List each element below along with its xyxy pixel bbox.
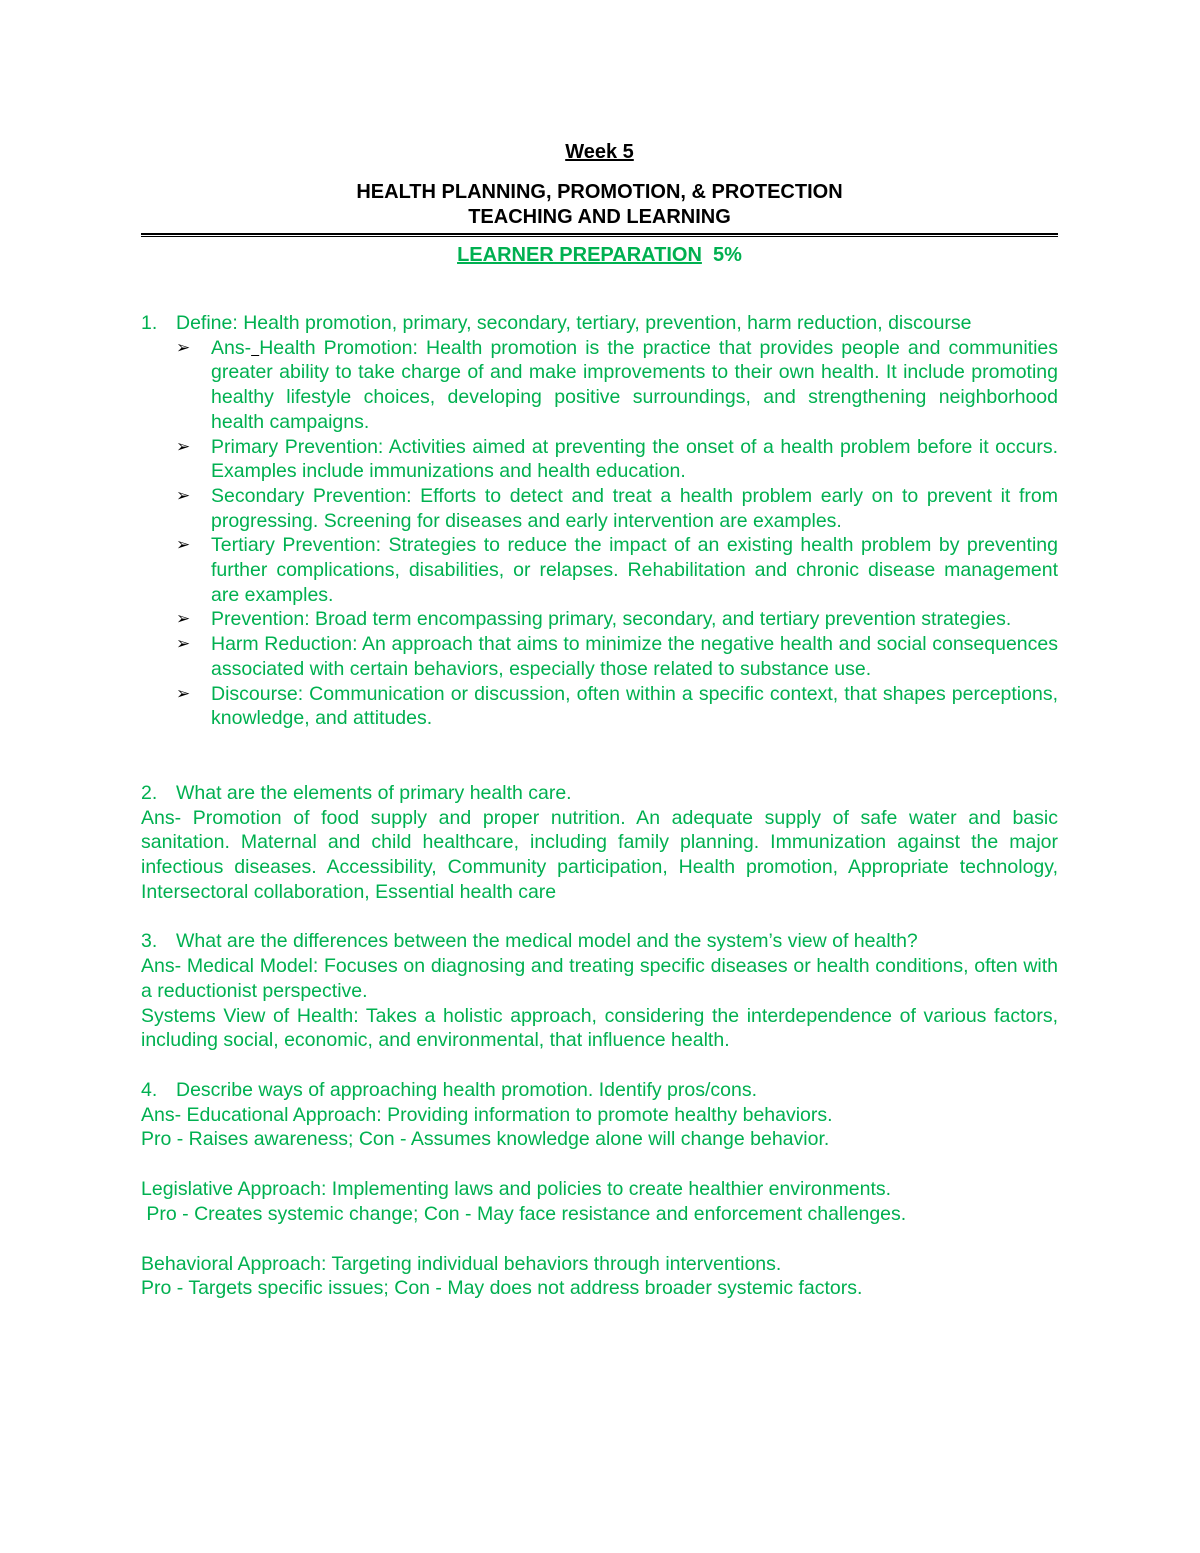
learner-preparation-heading — [141, 242, 1058, 268]
arrow-bullet-icon: ➢ — [176, 485, 191, 505]
question-number: 2. — [141, 781, 158, 804]
behavioral-pros-cons: Pro - Targets specific issues; Con - May does not address broader systemic factors. — [141, 1277, 863, 1300]
prep-weight: 5% — [713, 244, 742, 266]
week-heading: Week 5 — [565, 141, 634, 163]
answer-3-systems-view: Systems View of Health: Takes a holistic approach, considering the interdependence of various factors, including social, economic, and environmental, that influence health. — [141, 1004, 1058, 1052]
educational-approach: Ans- Educational Approach: Providing information to promote healthy behaviors. — [141, 1103, 833, 1126]
answer-prefix-gap — [251, 337, 259, 359]
question-number: 1. — [141, 312, 158, 334]
answer-2: Ans- Promotion of food supply and proper nutrition. An adequate supply of safe water and basic sanitation. Maternal and child healthcare, including family planning. Immunization against the major infectious diseases. Accessibility, Community participation, Health promotion, Appropriate technology, Intersectoral collaboration, Essential health care — [141, 806, 1058, 903]
question-number: 3. — [141, 930, 158, 953]
question-number: 4. — [141, 1078, 158, 1101]
answer-prefix: Ans- — [211, 336, 252, 359]
list-item-text: Health Promotion: Health promotion is the practice that provides people and communities greater ability to take charge of and make improvements to their own health. It include promoting healthy lifestyle choices, developing positive surroundings, and strengthening neighborhood health campaigns. — [211, 336, 1058, 433]
list-item-text: Harm Reduction: An approach that aims to minimize the negative health and social consequences associated with certain behaviors, especially those related to substance use. — [211, 633, 1058, 680]
question-1 — [141, 311, 1058, 336]
arrow-bullet-icon: ➢ — [176, 683, 191, 703]
list-item — [176, 484, 1058, 533]
title-line-2: TEACHING AND LEARNING — [468, 206, 731, 228]
list-item-text: Secondary Prevention: Efforts to detect and treat a health problem early on to prevent it from progressing. Screening for diseases and early intervention are examples. — [211, 484, 1058, 532]
legislative-pros-cons: Pro - Creates systemic change; Con - May face resistance and enforcement challenges. — [141, 1202, 907, 1225]
list-item — [176, 533, 1058, 607]
question-text: What are the elements of primary health care. — [176, 781, 572, 804]
question-text: Define: Health promotion, primary, secondary, tertiary, prevention, harm reduction, discourse — [176, 312, 972, 334]
list-item — [176, 435, 1058, 484]
list-item — [176, 336, 1058, 435]
list-item — [176, 682, 1058, 731]
arrow-bullet-icon: ➢ — [176, 436, 191, 456]
list-item-text: Primary Prevention: Activities aimed at preventing the onset of a health problem before it occurs. Examples include immunizations and health education. — [211, 435, 1058, 483]
question-text: Describe ways of approaching health promotion. Identify pros/cons. — [176, 1078, 757, 1101]
educational-pros-cons: Pro - Raises awareness; Con - Assumes knowledge alone will change behavior. — [141, 1128, 830, 1151]
prep-label: LEARNER PREPARATION — [457, 244, 702, 266]
question-4 — [141, 1078, 1058, 1103]
question-text: What are the differences between the medical model and the system’s view of health? — [176, 930, 918, 953]
list-item-text: Prevention: Broad term encompassing primary, secondary, and tertiary prevention strategies. — [211, 608, 1012, 631]
arrow-bullet-icon: ➢ — [176, 634, 191, 654]
header-divider — [141, 233, 1058, 237]
question-3 — [141, 929, 1058, 954]
question-2 — [141, 781, 1058, 806]
list-item — [176, 632, 1058, 681]
document-page — [141, 140, 1058, 1301]
arrow-bullet-icon: ➢ — [176, 609, 191, 629]
arrow-bullet-icon: ➢ — [176, 535, 191, 555]
legislative-approach: Legislative Approach: Implementing laws and policies to create healthier environments. — [141, 1178, 892, 1201]
definitions-list — [176, 336, 1058, 731]
list-item-text: Discourse: Communication or discussion, often within a specific context, that shapes perceptions, knowledge, and attitudes. — [211, 682, 1058, 730]
title-line-1: HEALTH PLANNING, PROMOTION, & PROTECTION — [356, 181, 843, 203]
answer-3-medical-model: Ans- Medical Model: Focuses on diagnosing and treating specific diseases or health conditions, often with a reductionist perspective. — [141, 955, 1058, 1002]
list-item-text: Tertiary Prevention: Strategies to reduce the impact of an existing health problem by preventing further complications, disabilities, or relapses. Rehabilitation and chronic disease management are examples. — [211, 534, 1058, 606]
behavioral-approach: Behavioral Approach: Targeting individual behaviors through interventions. — [141, 1252, 782, 1275]
arrow-bullet-icon: ➢ — [176, 337, 191, 357]
list-item — [176, 607, 1058, 632]
